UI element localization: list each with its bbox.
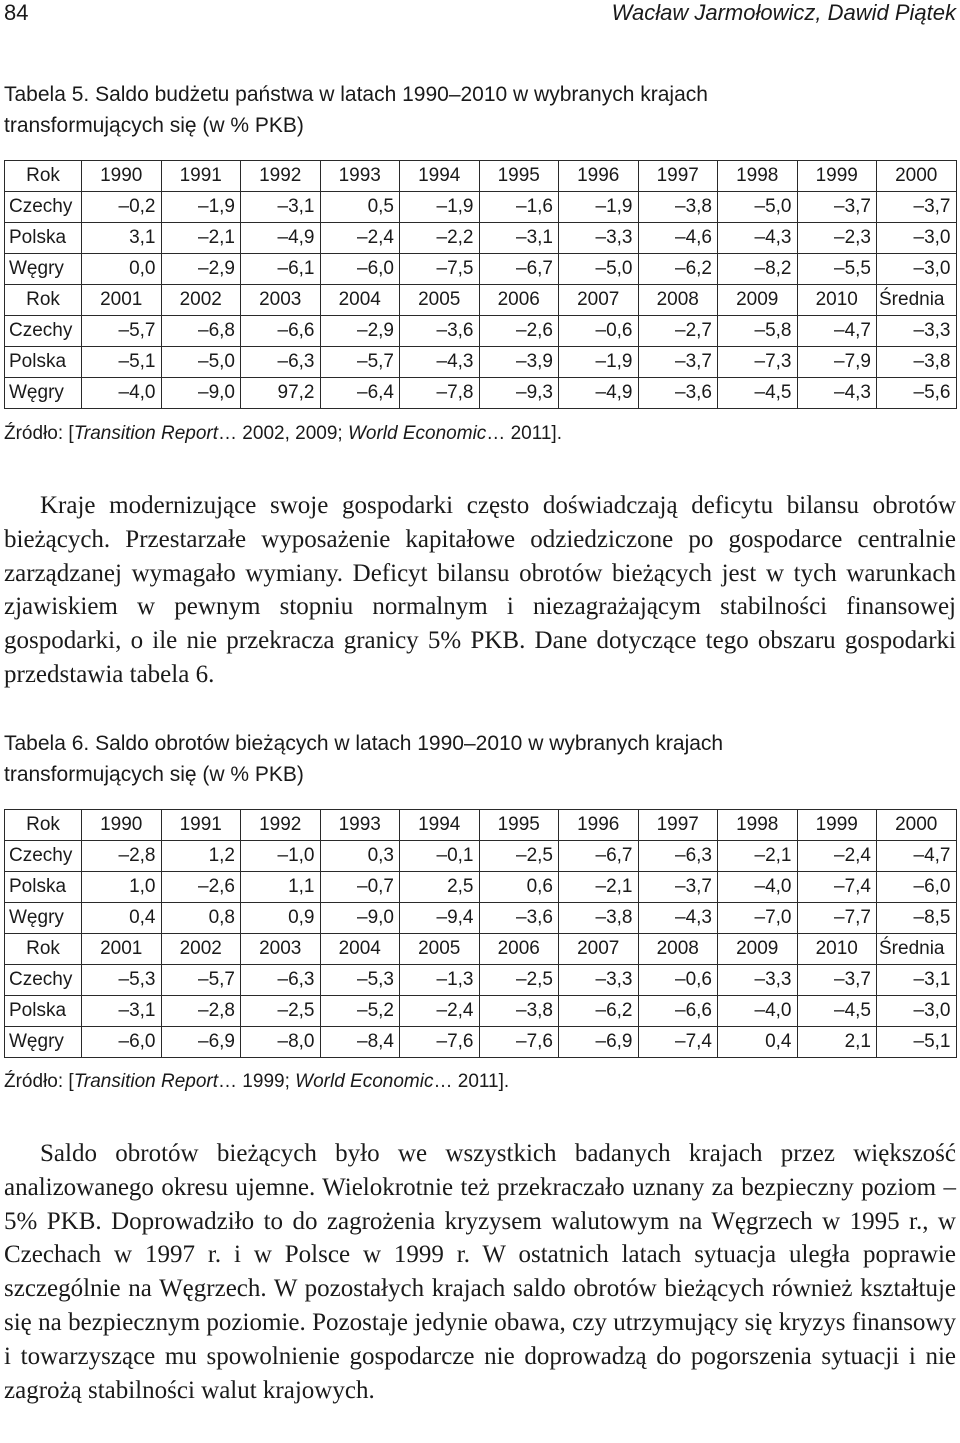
table6-caption — [4, 728, 723, 790]
column-header-year: 1999 — [797, 161, 877, 192]
source-suffix: … 2011]. — [433, 1071, 510, 1092]
column-header-year: 2003 — [241, 934, 321, 965]
table-cell-value: 97,2 — [241, 378, 321, 409]
table-cell-value: –9,0 — [320, 903, 400, 934]
table-cell-value: –7,4 — [797, 872, 877, 903]
table-cell-value: –8,0 — [241, 1027, 321, 1058]
column-header-year: 1995 — [479, 161, 559, 192]
table-cell-value: –2,9 — [161, 254, 241, 285]
column-header-year: 1999 — [797, 810, 877, 841]
table-cell-value: –2,5 — [479, 841, 559, 872]
table-row — [5, 192, 957, 223]
table-cell-value: –5,7 — [320, 347, 400, 378]
table-cell-value: 1,2 — [161, 841, 241, 872]
table-cell-value: –1,3 — [400, 965, 480, 996]
table-cell-value: 0,4 — [718, 1027, 798, 1058]
body-paragraph-1: Kraje modernizujące swoje gospodarki często doświadczają deficytu bilansu obrotów bieżących. Przestarzałe wyposażenie kapitałowe odziedziczone po gospodarce centralnie zarządzanej wymagało wymiany. Deficyt bilansu obrotów bieżących jest w tych warunkach zjawiskiem w pewnym stopniu normalnym i niezagrażającym stabilności finansowej gospodarki, o ile nie przekracza granicy 5% PKB. Dane dotyczące tego obszaru gospodarki przedstawia tabela 6. — [4, 492, 956, 688]
column-header-year: Średnia — [877, 285, 957, 316]
column-header-year: 1993 — [320, 161, 400, 192]
table-cell-value: –3,8 — [479, 996, 559, 1027]
table-cell-value: –6,7 — [479, 254, 559, 285]
table-cell-value: –2,6 — [161, 872, 241, 903]
table-cell-value: –2,4 — [400, 996, 480, 1027]
row-label-country: Polska — [5, 347, 82, 378]
table-cell-value: 0,0 — [82, 254, 162, 285]
table-cell-value: –3,3 — [559, 223, 639, 254]
table-cell-value: –7,5 — [400, 254, 480, 285]
table-cell-value: –2,8 — [82, 841, 162, 872]
row-label-country: Węgry — [5, 903, 82, 934]
running-head-authors: Wacław Jarmołowicz, Dawid Piątek — [611, 0, 956, 25]
table-cell-value: –2,1 — [559, 872, 639, 903]
table-cell-value: 0,5 — [320, 192, 400, 223]
column-header-year: 2007 — [559, 934, 639, 965]
table-cell-value: –4,5 — [718, 378, 798, 409]
column-header-year-label: Rok — [5, 934, 82, 965]
column-header-year: 2010 — [797, 285, 877, 316]
row-label-country: Czechy — [5, 316, 82, 347]
table-row — [5, 316, 957, 347]
row-label-country: Węgry — [5, 1027, 82, 1058]
table-cell-value: –7,4 — [638, 1027, 718, 1058]
column-header-year: Średnia — [877, 934, 957, 965]
source-prefix: Źródło: [ — [4, 1071, 74, 1092]
column-header-year: 1996 — [559, 810, 639, 841]
table-cell-value: –6,0 — [320, 254, 400, 285]
table-cell-value: –3,8 — [877, 347, 957, 378]
table-cell-value: –3,1 — [82, 996, 162, 1027]
table-row — [5, 965, 957, 996]
table-row — [5, 223, 957, 254]
table-cell-value: –5,7 — [82, 316, 162, 347]
table-row — [5, 1027, 957, 1058]
column-header-year: 2004 — [320, 934, 400, 965]
row-label-country: Węgry — [5, 378, 82, 409]
table-cell-value: –2,8 — [161, 996, 241, 1027]
table-cell-value: –2,4 — [320, 223, 400, 254]
table-cell-value: –2,6 — [479, 316, 559, 347]
column-header-year: 2005 — [400, 285, 480, 316]
column-header-year: 1991 — [161, 810, 241, 841]
table-row — [5, 347, 957, 378]
column-header-year: 2006 — [479, 285, 559, 316]
column-header-year: 1996 — [559, 161, 639, 192]
table-cell-value: –3,7 — [638, 872, 718, 903]
table-cell-value: –5,3 — [82, 965, 162, 996]
table-cell-value: –3,0 — [877, 254, 957, 285]
table-cell-value: 0,8 — [161, 903, 241, 934]
table-cell-value: –3,8 — [559, 903, 639, 934]
column-header-year-label: Rok — [5, 810, 82, 841]
table-cell-value: –5,0 — [161, 347, 241, 378]
column-header-year: 2009 — [718, 934, 798, 965]
table-cell-value: –2,9 — [320, 316, 400, 347]
table-cell-value: –2,1 — [718, 841, 798, 872]
table-cell-value: –6,3 — [638, 841, 718, 872]
column-header-year: 2009 — [718, 285, 798, 316]
column-header-year: 1990 — [82, 810, 162, 841]
table6 — [4, 809, 957, 1058]
table-row — [5, 254, 957, 285]
table6-source — [4, 1071, 509, 1093]
table-cell-value: –3,3 — [877, 316, 957, 347]
table-cell-value: –6,6 — [241, 316, 321, 347]
column-header-year-label: Rok — [5, 161, 82, 192]
table-cell-value: 1,0 — [82, 872, 162, 903]
table-cell-value: –3,7 — [797, 965, 877, 996]
table-cell-value: –4,3 — [718, 223, 798, 254]
table6-caption-line2: transformujących się (w % PKB) — [4, 763, 304, 786]
table-cell-value: –7,6 — [479, 1027, 559, 1058]
source-years: … 2002, 2009; — [218, 423, 348, 444]
table-cell-value: –3,6 — [638, 378, 718, 409]
table-header-row — [5, 810, 957, 841]
table-cell-value: –6,1 — [241, 254, 321, 285]
column-header-year: 2003 — [241, 285, 321, 316]
table-cell-value: –9,4 — [400, 903, 480, 934]
source-suffix: … 2011]. — [486, 423, 562, 444]
table-cell-value: –5,0 — [559, 254, 639, 285]
column-header-year: 1992 — [241, 810, 321, 841]
table-row — [5, 903, 957, 934]
row-label-country: Czechy — [5, 841, 82, 872]
column-header-year: 1995 — [479, 810, 559, 841]
table-cell-value: –7,9 — [797, 347, 877, 378]
table-cell-value: –6,9 — [161, 1027, 241, 1058]
row-label-country: Czechy — [5, 192, 82, 223]
column-header-year: 2010 — [797, 934, 877, 965]
table-cell-value: –4,0 — [718, 872, 798, 903]
table-cell-value: –4,9 — [559, 378, 639, 409]
row-label-country: Polska — [5, 223, 82, 254]
table-cell-value: –6,4 — [320, 378, 400, 409]
table-cell-value: –1,9 — [559, 347, 639, 378]
table-cell-value: –3,0 — [877, 223, 957, 254]
column-header-year: 2008 — [638, 285, 718, 316]
table-cell-value: –0,6 — [638, 965, 718, 996]
table-cell-value: –7,0 — [718, 903, 798, 934]
table-cell-value: –4,5 — [797, 996, 877, 1027]
page-header — [0, 0, 960, 30]
row-label-country: Czechy — [5, 965, 82, 996]
table-cell-value: –0,1 — [400, 841, 480, 872]
table-cell-value: –7,8 — [400, 378, 480, 409]
table-cell-value: –6,0 — [82, 1027, 162, 1058]
table-cell-value: –4,0 — [82, 378, 162, 409]
table6-caption-line1: Tabela 6. Saldo obrotów bieżących w latach 1990–2010 w wybranych krajach — [4, 732, 724, 755]
source-years: … 1999; — [218, 1071, 296, 1092]
table-cell-value: –6,7 — [559, 841, 639, 872]
source-title-world-economic: World Economic — [347, 423, 487, 444]
table-cell-value: –2,4 — [797, 841, 877, 872]
table-cell-value: 0,6 — [479, 872, 559, 903]
table-cell-value: –3,1 — [877, 965, 957, 996]
table-header-row — [5, 934, 957, 965]
table-cell-value: –2,3 — [797, 223, 877, 254]
row-label-country: Polska — [5, 872, 82, 903]
table-cell-value: –8,4 — [320, 1027, 400, 1058]
table-cell-value: –5,3 — [320, 965, 400, 996]
table-cell-value: 1,1 — [241, 872, 321, 903]
table-cell-value: –4,7 — [797, 316, 877, 347]
table5-caption-line2: transformujących się (w % PKB) — [4, 114, 304, 137]
table-cell-value: –7,3 — [718, 347, 798, 378]
table5 — [4, 160, 957, 409]
table-cell-value: –0,6 — [559, 316, 639, 347]
table-cell-value: 0,3 — [320, 841, 400, 872]
table-row — [5, 872, 957, 903]
column-header-year: 2005 — [400, 934, 480, 965]
table-cell-value: –2,5 — [479, 965, 559, 996]
table-cell-value: –4,3 — [638, 903, 718, 934]
column-header-year-label: Rok — [5, 285, 82, 316]
table-cell-value: –1,6 — [479, 192, 559, 223]
table-cell-value: 2,5 — [400, 872, 480, 903]
source-prefix: Źródło: [ — [4, 423, 74, 444]
table-cell-value: –3,9 — [479, 347, 559, 378]
column-header-year: 1992 — [241, 161, 321, 192]
table-cell-value: 3,1 — [82, 223, 162, 254]
column-header-year: 1997 — [638, 161, 718, 192]
column-header-year: 2001 — [82, 934, 162, 965]
table-cell-value: 0,9 — [241, 903, 321, 934]
table-cell-value: –4,6 — [638, 223, 718, 254]
column-header-year: 2008 — [638, 934, 718, 965]
column-header-year: 2007 — [559, 285, 639, 316]
column-header-year: 1990 — [82, 161, 162, 192]
table-cell-value: –5,0 — [718, 192, 798, 223]
table-cell-value: –5,5 — [797, 254, 877, 285]
table-cell-value: –5,7 — [161, 965, 241, 996]
table-cell-value: –6,9 — [559, 1027, 639, 1058]
table5-caption — [4, 79, 708, 141]
table-cell-value: –9,3 — [479, 378, 559, 409]
column-header-year: 1991 — [161, 161, 241, 192]
table-cell-value: –6,8 — [161, 316, 241, 347]
table5-caption-line1: Tabela 5. Saldo budżetu państwa w latach 1990–2010 w wybranych krajach — [4, 83, 708, 106]
row-label-country: Węgry — [5, 254, 82, 285]
table-cell-value: –2,2 — [400, 223, 480, 254]
table-cell-value: –6,6 — [638, 996, 718, 1027]
column-header-year: 1998 — [718, 161, 798, 192]
column-header-year: 2001 — [82, 285, 162, 316]
column-header-year: 1997 — [638, 810, 718, 841]
table-row — [5, 378, 957, 409]
source-title-transition-report: Transition Report — [73, 423, 219, 444]
table-cell-value: –2,7 — [638, 316, 718, 347]
table-cell-value: –3,1 — [241, 192, 321, 223]
table-cell-value: –3,6 — [400, 316, 480, 347]
table-cell-value: –3,0 — [877, 996, 957, 1027]
table-cell-value: 2,1 — [797, 1027, 877, 1058]
row-label-country: Polska — [5, 996, 82, 1027]
table-cell-value: –5,1 — [877, 1027, 957, 1058]
table-cell-value: –1,9 — [559, 192, 639, 223]
table-cell-value: –5,2 — [320, 996, 400, 1027]
page-number: 84 — [4, 0, 29, 25]
table-header-row — [5, 161, 957, 192]
column-header-year: 2000 — [877, 161, 957, 192]
table-cell-value: –7,6 — [400, 1027, 480, 1058]
table-cell-value: –2,5 — [241, 996, 321, 1027]
source-title-transition-report: Transition Report — [73, 1071, 219, 1092]
table-cell-value: –4,0 — [718, 996, 798, 1027]
table-row — [5, 996, 957, 1027]
table-cell-value: –4,3 — [400, 347, 480, 378]
table-cell-value: –1,9 — [161, 192, 241, 223]
table-cell-value: –4,7 — [877, 841, 957, 872]
column-header-year: 1998 — [718, 810, 798, 841]
column-header-year: 2002 — [161, 285, 241, 316]
table-cell-value: –3,3 — [718, 965, 798, 996]
table-cell-value: –8,2 — [718, 254, 798, 285]
table-cell-value: –2,1 — [161, 223, 241, 254]
table-cell-value: –3,3 — [559, 965, 639, 996]
table-cell-value: –4,3 — [797, 378, 877, 409]
table-cell-value: –6,2 — [559, 996, 639, 1027]
table-cell-value: –1,9 — [400, 192, 480, 223]
table-cell-value: –3,7 — [797, 192, 877, 223]
column-header-year: 2006 — [479, 934, 559, 965]
table-cell-value: –4,9 — [241, 223, 321, 254]
table-cell-value: 0,4 — [82, 903, 162, 934]
source-title-world-economic: World Economic — [295, 1071, 434, 1092]
table-cell-value: –6,2 — [638, 254, 718, 285]
column-header-year: 1994 — [400, 161, 480, 192]
table-cell-value: –5,1 — [82, 347, 162, 378]
table-cell-value: –0,2 — [82, 192, 162, 223]
table-cell-value: –5,6 — [877, 378, 957, 409]
table-cell-value: –6,3 — [241, 965, 321, 996]
table-cell-value: –3,6 — [479, 903, 559, 934]
table5-source — [4, 423, 562, 445]
table-cell-value: –3,7 — [877, 192, 957, 223]
table-cell-value: –9,0 — [161, 378, 241, 409]
column-header-year: 1993 — [320, 810, 400, 841]
table-header-row — [5, 285, 957, 316]
table-cell-value: –8,5 — [877, 903, 957, 934]
column-header-year: 2000 — [877, 810, 957, 841]
table-cell-value: –3,8 — [638, 192, 718, 223]
table-cell-value: –0,7 — [320, 872, 400, 903]
column-header-year: 2004 — [320, 285, 400, 316]
column-header-year: 2002 — [161, 934, 241, 965]
table-cell-value: –6,0 — [877, 872, 957, 903]
table-cell-value: –1,0 — [241, 841, 321, 872]
table-cell-value: –3,1 — [479, 223, 559, 254]
column-header-year: 1994 — [400, 810, 480, 841]
body-paragraph-2: Saldo obrotów bieżących było we wszystkich badanych krajach przez większość analizowanego okresu ujemne. Wielokrotnie też przekraczało uznany za bezpieczny poziom –5% PKB. Doprowadziło to do zagrożenia kryzysem walutowym na Węgrzech w 1995 r., w Czechach w 1997 r. i w Polsce w 1999 r. W ostatnich latach sytuacja uległa poprawie szczególnie na Węgrzech. W pozostałych krajach saldo obrotów bieżących również kształtuje się na bezpiecznym poziomie. Pozostaje jedynie obawa, czy utrzymujący się kryzys finansowy i towarzyszące mu spowolnienie gospodarcze nie doprowadzą do pogorszenia sytuacji i nie zagrożą stabilności walut krajowych. — [4, 1140, 956, 1404]
table-cell-value: –7,7 — [797, 903, 877, 934]
table-cell-value: –5,8 — [718, 316, 798, 347]
table-cell-value: –6,3 — [241, 347, 321, 378]
table-row — [5, 841, 957, 872]
table-cell-value: –3,7 — [638, 347, 718, 378]
